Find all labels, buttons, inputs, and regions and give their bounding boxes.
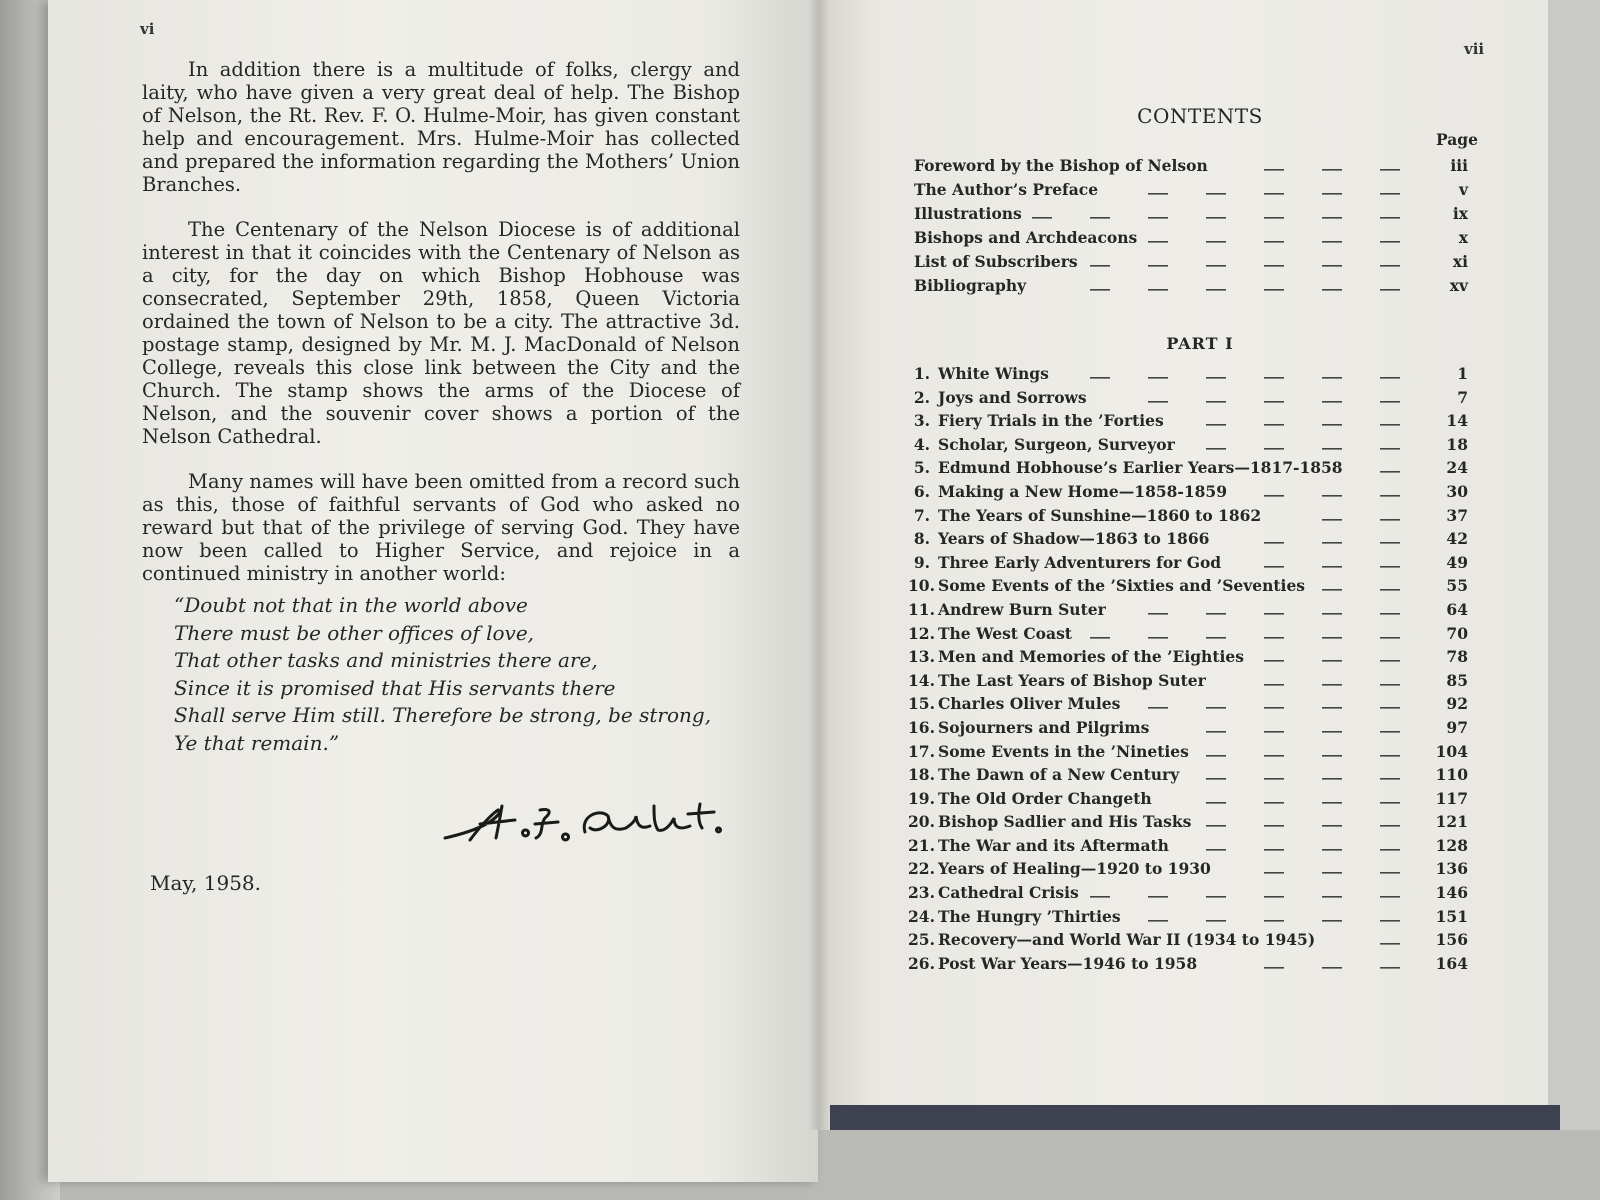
toc-entry	[908, 789, 1468, 813]
toc-entry	[914, 252, 1468, 276]
toc-page-number: v	[1458, 180, 1468, 199]
toc-leader	[1199, 744, 1404, 756]
chapter-number: 18.	[908, 765, 935, 785]
toc-entry	[908, 694, 1468, 718]
poem-line: Ye that remain.”	[174, 730, 340, 755]
toc-title: The Author’s Preface	[914, 180, 1099, 199]
toc-leader	[1221, 861, 1404, 873]
toc-leader	[1353, 460, 1404, 472]
toc-title: Scholar, Surgeon, Surveyor	[938, 434, 1175, 454]
toc-leader	[1147, 230, 1404, 242]
toc-entry	[908, 930, 1468, 954]
toc-entry	[914, 204, 1468, 228]
toc-entry	[908, 482, 1468, 506]
toc-title: Sojourners and Pilgrims	[938, 717, 1150, 737]
chapter-number: 4.	[913, 434, 930, 454]
toc-entry	[908, 647, 1468, 671]
poem-line: “Doubt not that in the world above	[174, 593, 528, 617]
toc-title: Fiery Trials in the ’Forties	[938, 411, 1164, 431]
toc-leader	[1219, 531, 1404, 543]
leader-dashes	[1162, 794, 1404, 806]
toc-page-number: 128	[1435, 835, 1468, 855]
chapter-number: 21.	[908, 835, 935, 855]
book-cover-edge	[770, 1105, 1560, 1130]
leader-dashes	[1219, 534, 1404, 546]
toc-leader	[1189, 767, 1404, 779]
paragraph: The Centenary of the Nelson Diocese is of additional interest in that it coincides with the Centenary of Nelson as a city, for the day on which Bishop Hobhouse was consecrated, September 29th, 1858, Queen Victoria ordained the town of Nelson to be a city. The attractive 3d. postage stamp, designed by Mr. M. J. MacDonald of Nelson College, reveals this close link between the City and the Church. The stamp shows the arms of the Diocese of Nelson, and the souvenir cover shows a portion of the Nelson Cathedral.	[142, 218, 740, 448]
toc-title: The Last Years of Bishop Suter	[938, 670, 1206, 690]
leader-dashes	[1189, 770, 1404, 782]
toc-title: The Old Order Changeth	[938, 788, 1152, 808]
toc-entry	[914, 180, 1468, 204]
toc-page-number: 85	[1446, 670, 1468, 690]
chapter-number: 25.	[908, 930, 935, 950]
toc-leader	[1174, 413, 1404, 425]
toc-page-number: 7	[1457, 387, 1468, 407]
chapter-number: 23.	[908, 883, 935, 903]
toc-entry	[908, 907, 1468, 931]
leader-dashes	[1088, 257, 1404, 269]
toc-entry	[908, 742, 1468, 766]
chapter-number: 19.	[908, 788, 935, 808]
toc-entry	[908, 364, 1468, 388]
toc-leader	[1231, 555, 1404, 567]
chapter-number: 24.	[908, 906, 935, 926]
chapter-number: 7.	[913, 505, 930, 525]
leader-dashes	[1218, 161, 1404, 173]
poem-line: There must be other offices of love,	[174, 620, 535, 645]
toc-title: Men and Memories of the ’Eighties	[938, 647, 1244, 667]
leader-dashes	[1325, 935, 1404, 947]
toc-page-number: 55	[1446, 576, 1468, 596]
toc-title: Three Early Adventurers for God	[938, 552, 1222, 572]
poem-line: Since it is promised that His servants there	[174, 675, 616, 700]
toc-leader	[1088, 254, 1404, 266]
leader-dashes	[1059, 369, 1404, 381]
toc-title: Years of Shadow—1863 to 1866	[938, 529, 1210, 549]
toc-title: Bibliography	[914, 276, 1027, 295]
toc-entry	[908, 506, 1468, 530]
toc-entry	[908, 576, 1468, 600]
toc-entry	[908, 553, 1468, 577]
toc-title: Charles Oliver Mules	[938, 694, 1121, 714]
leader-dashes	[1207, 959, 1404, 971]
leader-dashes	[1199, 747, 1404, 759]
toc-entry	[908, 411, 1468, 435]
toc-page-number: iii	[1450, 156, 1468, 175]
toc-page-number: 70	[1446, 623, 1468, 643]
paragraph: Many names will have been omitted from a record such as this, those of faithful servants of God who asked no reward but that of the privilege of serving God. They have now been called to Higher Service, and rejoice in a continued ministry in another world:	[142, 470, 740, 585]
toc-leader	[1325, 932, 1404, 944]
leader-dashes	[1097, 393, 1404, 405]
toc-page-number: 49	[1446, 552, 1468, 572]
toc-leader	[1059, 366, 1404, 378]
leader-dashes	[1089, 888, 1404, 900]
leader-dashes	[1254, 652, 1404, 664]
leader-dashes	[1036, 281, 1404, 293]
left-page-number: vi	[140, 20, 155, 38]
toc-page-number: 121	[1435, 812, 1468, 832]
toc-page-number: ix	[1452, 204, 1468, 223]
toc-page-number: 14	[1446, 411, 1468, 431]
toc-leader	[1082, 626, 1404, 638]
toc-leader	[1201, 814, 1404, 826]
toc-page-number: 146	[1435, 883, 1468, 903]
toc-entry	[908, 883, 1468, 907]
chapter-number: 26.	[908, 953, 935, 973]
toc-entry	[908, 812, 1468, 836]
leader-dashes	[1130, 699, 1404, 711]
toc-page-number: 156	[1435, 930, 1468, 950]
toc-title: Some Events in the ’Nineties	[938, 741, 1189, 761]
chapter-number: 17.	[908, 741, 935, 761]
poem-quote	[174, 592, 754, 758]
toc-page-number: 42	[1446, 529, 1468, 549]
toc-entry	[914, 276, 1468, 300]
chapter-number: 11.	[908, 599, 935, 619]
toc-page-number: 24	[1446, 458, 1468, 478]
toc-leader	[1089, 885, 1404, 897]
leader-dashes	[1116, 605, 1404, 617]
chapter-number: 14.	[908, 670, 935, 690]
toc-entry	[908, 765, 1468, 789]
toc-leader	[1162, 791, 1404, 803]
leader-dashes	[1147, 233, 1404, 245]
toc-entry	[914, 228, 1468, 252]
contents-title: CONTENTS	[1137, 104, 1263, 128]
chapter-list	[908, 364, 1468, 977]
paragraph: In addition there is a multitude of folks, clergy and laity, who have given a very great deal of help. The Bishop of Nelson, the Rt. Rev. F. O. Hulme-Moir, has given constant help and encouragement. Mrs. Hulme-Moir has collected and prepared the information regarding the Mothers’ Union Branches.	[142, 58, 740, 196]
leader-dashes	[1271, 511, 1404, 523]
chapter-number: 22.	[908, 859, 935, 879]
toc-page-number: 117	[1435, 788, 1468, 808]
leader-dashes	[1201, 817, 1404, 829]
toc-leader	[1207, 956, 1404, 968]
toc-leader	[1179, 838, 1404, 850]
book-gutter	[808, 0, 830, 1130]
chapter-number: 15.	[908, 694, 935, 714]
left-page-body	[142, 58, 740, 607]
toc-entry	[908, 600, 1468, 624]
toc-entry	[908, 859, 1468, 883]
toc-entry	[908, 954, 1468, 978]
toc-page-number: xi	[1452, 252, 1468, 271]
toc-page-number: 92	[1446, 694, 1468, 714]
toc-leader	[1315, 578, 1404, 590]
leader-dashes	[1131, 912, 1404, 924]
chapter-number: 10.	[908, 576, 935, 596]
toc-title: Years of Healing—1920 to 1930	[938, 859, 1211, 879]
toc-page-number: 1	[1457, 364, 1468, 383]
toc-leader	[1097, 390, 1404, 402]
chapter-number: 12.	[908, 623, 935, 643]
toc-page-number: 136	[1435, 859, 1468, 879]
toc-leader	[1131, 909, 1404, 921]
toc-page-number: xv	[1449, 276, 1468, 295]
toc-entry	[908, 435, 1468, 459]
toc-entry	[908, 624, 1468, 648]
toc-title: Bishops and Archdeacons	[914, 228, 1138, 247]
toc-entry	[908, 836, 1468, 860]
toc-title: The Hungry ’Thirties	[938, 906, 1121, 926]
toc-leader	[1032, 206, 1404, 218]
toc-leader	[1185, 437, 1404, 449]
toc-title: Post War Years—1946 to 1958	[938, 953, 1198, 973]
toc-leader	[1108, 182, 1404, 194]
toc-page-number: 64	[1446, 599, 1468, 619]
chapter-number: 9.	[913, 552, 930, 572]
chapter-number: 8.	[913, 529, 930, 549]
toc-leader	[1036, 278, 1404, 290]
toc-title: Some Events of the ’Sixties and ’Seventies	[938, 576, 1306, 596]
toc-entry	[908, 529, 1468, 553]
page-column-label: Page	[1436, 130, 1478, 149]
toc-title: Joys and Sorrows	[938, 387, 1087, 407]
part-heading: PART I	[1166, 334, 1234, 353]
toc-title: Cathedral Crisis	[938, 883, 1079, 903]
toc-title: Illustrations	[914, 204, 1022, 223]
toc-title: Andrew Burn Suter	[938, 599, 1106, 619]
toc-leader	[1116, 602, 1404, 614]
toc-leader	[1159, 720, 1404, 732]
preface-date: May, 1958.	[150, 871, 262, 895]
leader-dashes	[1179, 841, 1404, 853]
toc-page-number: 104	[1435, 741, 1468, 761]
poem-line: That other tasks and ministries there are,	[174, 648, 598, 673]
toc-entry	[908, 458, 1468, 482]
toc-title: The West Coast	[938, 623, 1072, 643]
toc-title: The Dawn of a New Century	[938, 765, 1180, 785]
toc-page-number: 110	[1435, 765, 1468, 785]
toc-leader	[1218, 158, 1404, 170]
toc-leader	[1130, 696, 1404, 708]
toc-title: Making a New Home—1858-1859	[938, 481, 1227, 501]
toc-entry	[908, 718, 1468, 742]
leader-dashes	[1032, 209, 1404, 221]
leader-dashes	[1159, 723, 1404, 735]
toc-page-number: x	[1458, 228, 1468, 247]
toc-page-number: 97	[1446, 717, 1468, 737]
toc-entry	[914, 156, 1468, 180]
toc-page-number: 37	[1446, 505, 1468, 525]
toc-leader	[1271, 508, 1404, 520]
toc-leader	[1216, 673, 1404, 685]
toc-page-number: 151	[1435, 906, 1468, 926]
leader-dashes	[1185, 440, 1404, 452]
toc-page-number: 78	[1446, 647, 1468, 667]
toc-title: Foreword by the Bishop of Nelson	[914, 156, 1208, 175]
toc-title: Recovery—and World War II (1934 to 1945)	[938, 930, 1316, 950]
poem-line: Shall serve Him still. Therefore be strong, be strong,	[174, 703, 712, 728]
toc-title: The Years of Sunshine—1860 to 1862	[938, 505, 1262, 525]
leader-dashes	[1174, 416, 1404, 428]
toc-title: Edmund Hobhouse’s Earlier Years—1817-1858	[938, 458, 1343, 478]
toc-entry	[908, 388, 1468, 412]
chapter-number: 1.	[913, 364, 930, 383]
toc-leader	[1254, 649, 1404, 661]
toc-page-number: 18	[1446, 434, 1468, 454]
chapter-number: 6.	[913, 481, 930, 501]
toc-title: Bishop Sadlier and His Tasks	[938, 812, 1192, 832]
chapter-number: 2.	[913, 387, 930, 407]
leader-dashes	[1353, 463, 1404, 475]
toc-page-number: 30	[1446, 481, 1468, 501]
leader-dashes	[1231, 558, 1404, 570]
chapter-number: 20.	[908, 812, 935, 832]
leader-dashes	[1108, 185, 1404, 197]
toc-entry	[908, 671, 1468, 695]
chapter-number: 5.	[913, 458, 930, 478]
author-signature	[440, 790, 740, 870]
toc-title: White Wings	[938, 364, 1049, 383]
toc-title: The War and its Aftermath	[938, 835, 1169, 855]
toc-title: List of Subscribers	[914, 252, 1078, 271]
leader-dashes	[1216, 676, 1404, 688]
front-matter-list	[914, 156, 1468, 300]
chapter-number: 13.	[908, 647, 935, 667]
chapter-number: 3.	[913, 411, 930, 431]
leader-dashes	[1221, 864, 1404, 876]
leader-dashes	[1082, 629, 1404, 641]
toc-page-number: 164	[1435, 953, 1468, 973]
chapter-number: 16.	[908, 717, 935, 737]
right-page-number: vii	[1464, 40, 1485, 58]
toc-leader	[1237, 484, 1404, 496]
leader-dashes	[1237, 487, 1404, 499]
leader-dashes	[1315, 581, 1404, 593]
